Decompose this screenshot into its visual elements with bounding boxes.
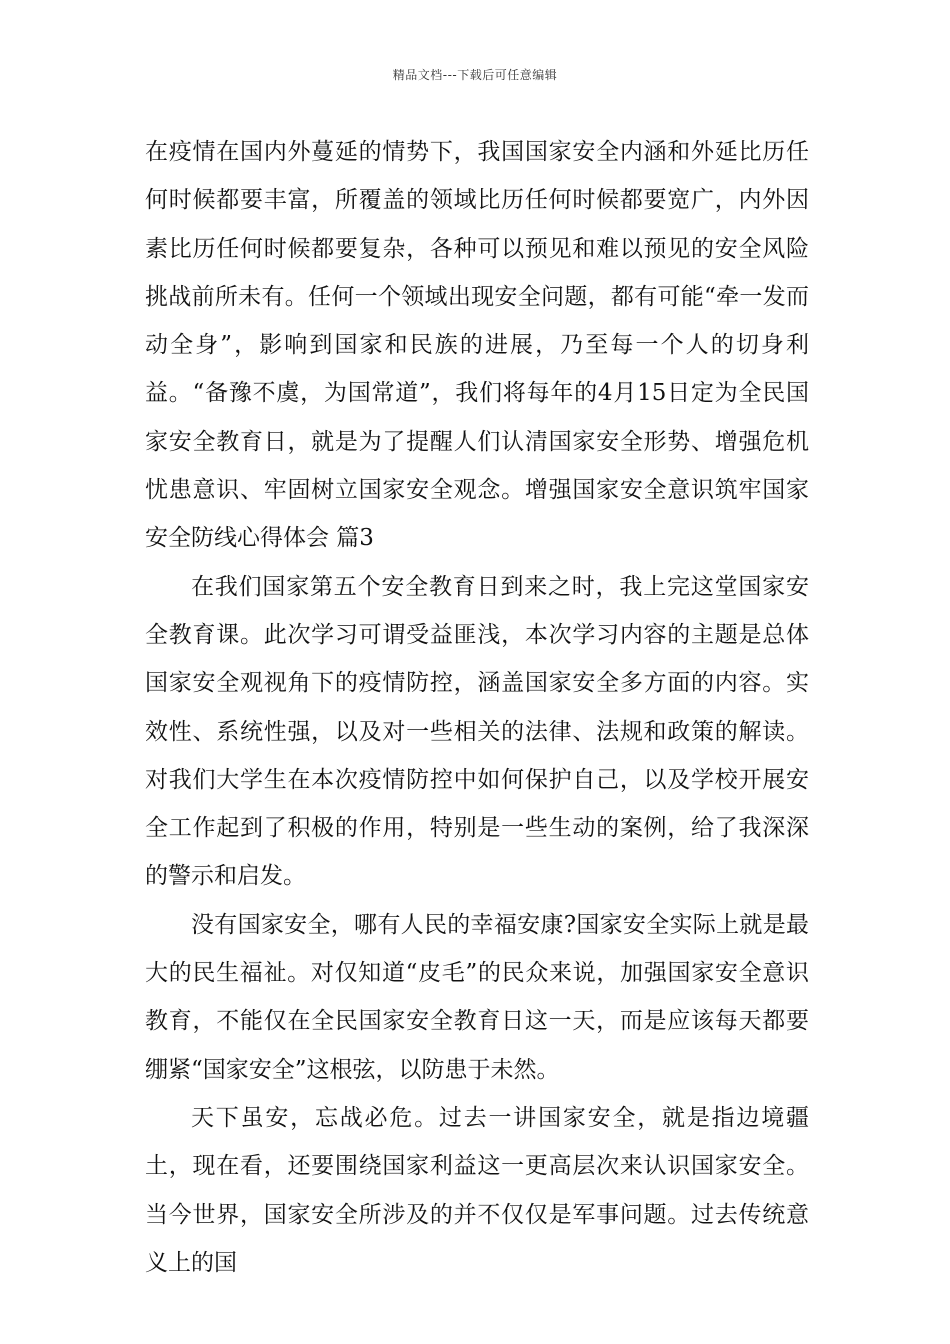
page-header: 精品文档---下载后可任意编辑 [392, 68, 558, 82]
paragraph-2: 在我们国家第五个安全教育日到来之时，我上完这堂国家安全教育课。此次学习可谓受益匪浅，本次学习内容的主题是总体国家安全观视角下的疫情防控，涵盖国家安全多方面的内容。实效性、系统性强，以及对一些相关的法律、法规和政策的解读。对我们大学生在本次疫情防控中如何保护自己，以及学校开展安全工作起到了积极的作用，特别是一些生动的案例，给了我深深的警示和启发。 [145, 573, 809, 890]
paragraph-3: 没有国家安全，哪有人民的幸福安康?国家安全实际上就是最大的民生福祉。对仅知道“皮毛”的民众来说，加强国家安全意识教育，不能仅在全民国家安全教育日这一天，而是应该每天都要绷紧“国家安全”这根弦，以防患于未然。 [145, 911, 809, 1083]
document-body [145, 128, 809, 1287]
paragraph-1: 在疫情在国内外蔓延的情势下，我国国家安全内涵和外延比历任何时候都要丰富，所覆盖的领域比历任何时候都要宽广，内外因素比历任何时候都要复杂，各种可以预见和难以预见的安全风险挑战前所未有。任何一个领域出现安全问题，都有可能“牵一发而动全身”，影响到国家和民族的进展，乃至每一个人的切身利益。“备豫不虞，为国常道”，我们将每年的4月15日定为全民国家安全教育日，就是为了提醒人们认清国家安全形势、增强危机忧患意识、牢固树立国家安全观念。增强国家安全意识筑牢国家安全防线心得体会 篇3 [145, 139, 809, 552]
paragraph-4: 天下虽安，忘战必危。过去一讲国家安全，就是指边境疆土，现在看，还要围绕国家利益这一更高层次来认识国家安全。当今世界，国家安全所涉及的并不仅仅是军事问题。过去传统意义上的国 [145, 1104, 809, 1276]
